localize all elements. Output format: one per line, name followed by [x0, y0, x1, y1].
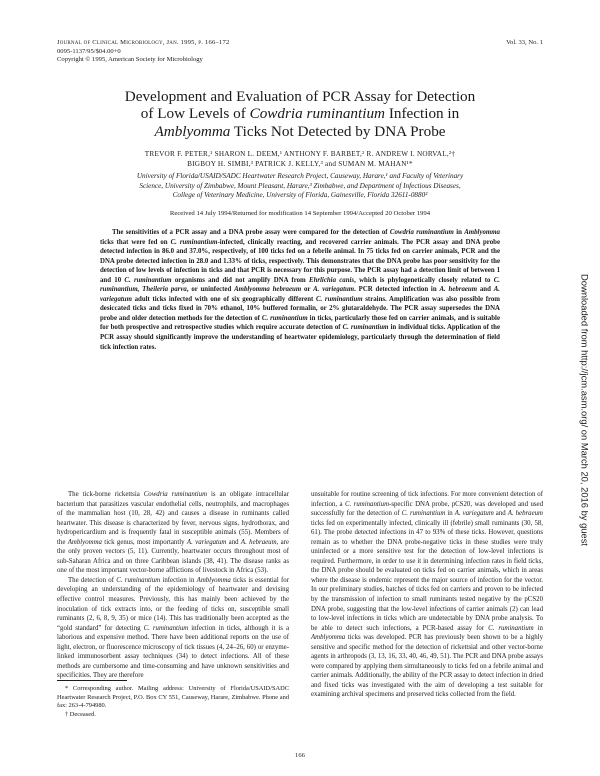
download-watermark [580, 220, 590, 600]
abstract [100, 228, 500, 352]
issn-line: 0095-1137/95/$04.00+0 [57, 47, 121, 55]
affiliation-line-3: College of Veterinary Medicine, University of Florida, Gainesville, Florida 32611-0880² [172, 191, 428, 200]
body-left-column [57, 490, 289, 681]
title-line-3: Amblyomma Ticks Not Detected by DNA Probe [154, 122, 446, 140]
affiliations [60, 172, 540, 201]
affiliation-line-1: University of Florida/USAID/SADC Heartwater Research Project, Causeway, Harare,¹ and Faculty of Veterinary [136, 172, 464, 180]
journal-line: Journal of Clinical Microbiology, Jan. 1995, p. 166–172 [57, 39, 230, 46]
page-number: 166 [295, 752, 305, 759]
deceased-footnote: † Deceased. [65, 710, 96, 718]
title-line-1: Development and Evaluation of PCR Assay for Detection [124, 88, 476, 105]
abstract-paragraph: The sensitivities of a PCR assay and a DNA probe assay were compared for the detection of Cowdria ruminantium in Amblyomma ticks that were fed on C. ruminantium-infected, clinically reacting, and recovered carrier animals. The PCR assay and DNA probe detected infection in 86.0 and 37.0%, respectively, of 100 ticks fed on a febrile animal. In 75 ticks fed on carrier animals, PCR and the DNA probe detected infection in 28.0 and 1.33% of ticks, respectively. This demonstrates that the DNA probe has poor sensitivity for the detection of low levels of infection in ticks and that PCR is necessary for this purpose. The PCR assay had a detection limit of between 1 and 10 C. ruminantium organisms and did not amplify DNA from Ehrlichia canis, which is phylogenetically closely related to C. ruminantium, Theileria parva, or uninfected Amblyomma hebraeum or A. variegatum. PCR detected infection in A. hebraeum and A. variegatum adult ticks infected with one of six geographically different C. ruminantium strains. Amplification was also possible from desiccated ticks and ticks fixed in 70% ethanol, 10% buffered formalin, or 2% glutaraldehyde. The PCR assay supersedes the DNA probe and older detection methods for the detection of C. ruminantium in ticks, particularly those fed on carrier animals, and is suitable for both prospective and retrospective studies which require accurate detection of C. ruminantium in individual ticks. Application of the PCR assay should significantly improve the understanding of heartwater epidemiology, particularly through the determination of field tick infection rates. [100, 229, 501, 351]
title-line-2: of Low Levels of Cowdria ruminantium Infection in [140, 105, 460, 123]
affiliation-line-2: Science, University of Zimbabwe, Mount Pleasant, Harare,³ Zimbabwe, and Department of Infectious Diseases, [139, 181, 461, 190]
paper-title [60, 88, 540, 140]
author-line-1: TREVOR F. PETER,¹ SHARON L. DEEM,¹ ANTHONY F. BARBET,² R. ANDREW I. NORVAL,²† [144, 150, 456, 158]
corresponding-author-footnote: * Corresponding author. Mailing address: University of Florida/USAID/SADC Heartwater Research Project, P.O. Box CY 551, Causeway, Harare, Zimbabwe. Phone and fax: 263-4-794980. [57, 685, 289, 710]
body-paragraph: The tick-borne rickettsia Cowdria ruminantium is an obligate intracellular bacterium that parasitizes vascular endothelial cells, neutrophils, and macrophages of the mammalian host (10, 28, 42) and causes a disease in ruminants called heartwater. This disease is characterized by fever, nervous signs, hydrothorax, and hydropericardium and is frequently fatal in susceptible animals (55). Members of the Amblyomma tick genus, most importantly A. variegatum and A. hebraeum, are the only proven vectors (5, 11). Currently, heartwater occurs throughout most of sub-Saharan Africa and on three Caribbean islands (38, 41). The disease ranks as one of the most important vector-borne afflictions of livestock in Africa (53). [57, 491, 289, 575]
download-note-text: Downloaded from http://jcm.asm.org/ on March 20, 2016 by guest [579, 273, 591, 547]
body-paragraph: unsuitable for routine screening of tick infections. For more convenient detection of infection, a C. ruminantium-specific DNA probe, pCS20, was developed and used successfully for the detection of C. ruminantium in A. variegatum and A. hebraeum ticks fed on experimentally infected, clinically ill (febrile) small ruminants (30, 58, 61). The probe detected infections in 47 to 93% of these ticks. However, questions remain as to whether the DNA probe-negative ticks in these studies were truly uninfected or a more sensitive test for the detection of low-level infections is required. Furthermore, in order to use it in determining infection rates in field ticks, the DNA probe should be evaluated on ticks fed on carrier animals, which in areas where the disease is endemic represent the major source of infection for the vector. In our preliminary studies, batches of ticks fed on carriers and proven to be infected by the transmission of infection to small ruminants tested negative by the pCS20 DNA probe, suggesting that the low-level infections of carrier animals (2) can lead to low-level infections in ticks which are undetectable by DNA probe analysis. To be able to detect such infections, a PCR-based assay for C. ruminantium in Amblyomma ticks was developed. PCR has previously been shown to be a highly sensitive and specific method for the detection of rickettsial and other vector-borne agents in arthropods (3, 13, 16, 33, 40, 46, 49, 51). The PCR and DNA probe assays were compared by applying them simultaneously to ticks fed on a febrile animal and carrier animals. Additionally, the ability of the PCR assay to detect infection in dried and fixed ticks was investigated with the aim of developing a test suitable for examining archival specimens and preserved ticks collected from the field. [311, 491, 543, 699]
footnote-divider [57, 680, 127, 681]
author-line-2: BIGBOY H. SIMBI,³ PATRICK J. KELLY,³ and SUMAN M. MAHAN¹* [187, 159, 413, 168]
volume-label: Vol. 33, No. 1 [506, 39, 543, 46]
author-list [60, 150, 540, 169]
body-right-column [311, 490, 543, 700]
running-header [57, 39, 229, 65]
copyright-line: Copyright © 1995, American Society for Microbiology [57, 56, 203, 64]
received-dates: Received 14 July 1994/Returned for modification 14 September 1994/Accepted 20 October 1994 [169, 210, 431, 217]
body-paragraph: The detection of C. ruminantium infection in Amblyomma ticks is essential for developing an understanding of the epidemiology of heartwater and devising effective control measures. Previously, this has mainly been achieved by the inoculation of tick extracts into, or the feeding of ticks on, susceptible small ruminants (2, 6, 8, 9, 35) or mice (14). This has traditionally been accepted as the “gold standard” for detecting C. ruminantium infection in ticks, although it is a laborious and expensive method. There have been additional reports on the use of light, electron, or fluorescence microscopy of tick tissues (4, 24–26, 60) or enzyme-linked immunosorbent assay techniques (34) to detect infections. All of these methods are cumbersome and time-consuming and have unknown sensitivities and specificities. They are therefore [57, 576, 289, 680]
footnotes [57, 685, 289, 719]
